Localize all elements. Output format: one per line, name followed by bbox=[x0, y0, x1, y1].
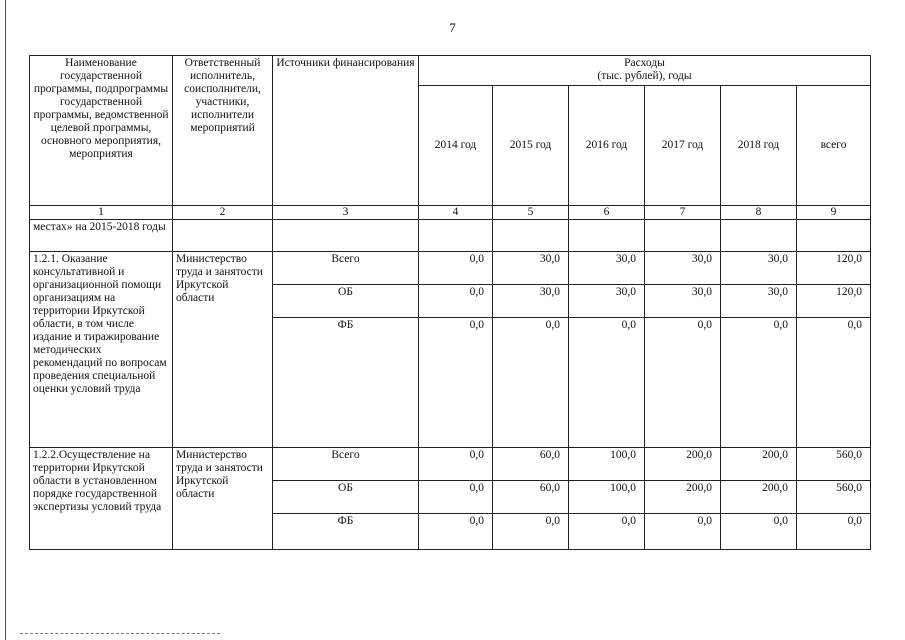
value-cell: 0,0 bbox=[645, 318, 721, 448]
header-expenses-title: Расходы bbox=[624, 57, 665, 69]
value-cell: 30,0 bbox=[569, 285, 645, 318]
value-cell: 30,0 bbox=[493, 285, 569, 318]
value-cell: 100,0 bbox=[569, 481, 645, 514]
value-cell: 560,0 bbox=[797, 448, 871, 481]
value-cell: 200,0 bbox=[645, 448, 721, 481]
value-cell: 0,0 bbox=[419, 285, 493, 318]
value-cell: 0,0 bbox=[645, 514, 721, 550]
value-cell: 200,0 bbox=[721, 448, 797, 481]
value-cell: 0,0 bbox=[569, 514, 645, 550]
measure-executor: Министерство труда и занятости Иркутской области bbox=[173, 252, 273, 448]
page-number: 7 bbox=[449, 20, 456, 35]
table-row bbox=[30, 448, 871, 481]
column-number: 8 bbox=[721, 206, 797, 220]
column-number: 7 bbox=[645, 206, 721, 220]
measure-executor: Министерство труда и занятости Иркутской области bbox=[173, 448, 273, 550]
column-number: 2 bbox=[173, 206, 273, 220]
value-cell: 0,0 bbox=[569, 318, 645, 448]
value-cell: 30,0 bbox=[721, 252, 797, 285]
value-cell: 0,0 bbox=[721, 318, 797, 448]
value-cell: 0,0 bbox=[797, 318, 871, 448]
measure-name: 1.2.2.Осуществление на территории Иркутской области в установленном порядке государственной экспертизы условий труда bbox=[30, 448, 173, 550]
funding-source: ФБ bbox=[273, 514, 419, 550]
header-name: Наименование государственной программы, подпрограммы государственной программы, ведомственной целевой программы, основного мероприятия, мероприятия bbox=[30, 56, 173, 206]
value-cell: 0,0 bbox=[721, 514, 797, 550]
value-cell: 0,0 bbox=[493, 514, 569, 550]
value-cell: 60,0 bbox=[493, 481, 569, 514]
column-number: 5 bbox=[493, 206, 569, 220]
value-cell: 30,0 bbox=[569, 252, 645, 285]
header-year-2017: 2017 год bbox=[645, 86, 721, 206]
continuation-text: местах» на 2015-2018 годы bbox=[30, 220, 173, 252]
header-executor: Ответственный исполнитель, соисполнители, участники, исполнители мероприятий bbox=[173, 56, 273, 206]
expenses-table bbox=[29, 55, 871, 550]
column-numbers-row bbox=[30, 206, 871, 220]
continuation-row bbox=[30, 220, 871, 252]
header-year-2014: 2014 год bbox=[419, 86, 493, 206]
value-cell: 60,0 bbox=[493, 448, 569, 481]
funding-source: Всего bbox=[273, 252, 419, 285]
value-cell: 0,0 bbox=[419, 448, 493, 481]
header-year-2018: 2018 год bbox=[721, 86, 797, 206]
column-number: 1 bbox=[30, 206, 173, 220]
value-cell: 200,0 bbox=[645, 481, 721, 514]
page-bottom-artifact bbox=[20, 633, 220, 635]
value-cell: 100,0 bbox=[569, 448, 645, 481]
value-cell: 0,0 bbox=[797, 514, 871, 550]
column-number: 6 bbox=[569, 206, 645, 220]
header-expenses-sub: (тыс. рублей), годы bbox=[597, 70, 692, 82]
header-year-2016: 2016 год bbox=[569, 86, 645, 206]
header-expenses bbox=[419, 56, 871, 86]
value-cell: 30,0 bbox=[645, 285, 721, 318]
value-cell: 30,0 bbox=[493, 252, 569, 285]
value-cell: 120,0 bbox=[797, 285, 871, 318]
column-number: 3 bbox=[273, 206, 419, 220]
value-cell: 30,0 bbox=[721, 285, 797, 318]
value-cell: 0,0 bbox=[419, 514, 493, 550]
column-number: 4 bbox=[419, 206, 493, 220]
measure-name: 1.2.1. Оказание консультативной и организационной помощи организациям на территории Иркутской области, в том числе издание и тиражирование методических рекомендаций по вопросам проведения специальной оценки условий труда bbox=[30, 252, 173, 448]
funding-source: ОБ bbox=[273, 285, 419, 318]
funding-source: ОБ bbox=[273, 481, 419, 514]
value-cell: 30,0 bbox=[645, 252, 721, 285]
value-cell: 0,0 bbox=[419, 252, 493, 285]
header-year-total: всего bbox=[797, 86, 871, 206]
value-cell: 120,0 bbox=[797, 252, 871, 285]
value-cell: 0,0 bbox=[493, 318, 569, 448]
header-year-2015: 2015 год bbox=[493, 86, 569, 206]
page-left-edge bbox=[5, 0, 6, 640]
table-row bbox=[30, 252, 871, 285]
column-number: 9 bbox=[797, 206, 871, 220]
value-cell: 560,0 bbox=[797, 481, 871, 514]
value-cell: 200,0 bbox=[721, 481, 797, 514]
funding-source: Всего bbox=[273, 448, 419, 481]
funding-source: ФБ bbox=[273, 318, 419, 448]
header-sources: Источники финансирования bbox=[273, 56, 419, 206]
value-cell: 0,0 bbox=[419, 318, 493, 448]
value-cell: 0,0 bbox=[419, 481, 493, 514]
